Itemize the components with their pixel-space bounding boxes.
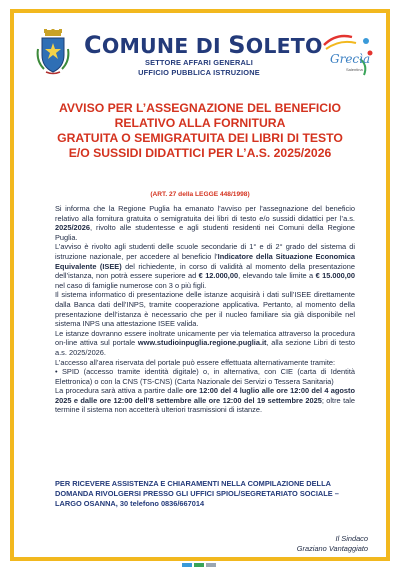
page-frame <box>10 9 390 561</box>
notice-heading <box>14 101 386 161</box>
paragraph-access: L’accesso all’area riservata del portale può essere effettuata alternativamente tramite: <box>55 357 336 367</box>
paragraph-isee: Il sistema informatico di presentazione delle istanze acquisirà i dati sull’ISEE direttamente dalla Banca dati dell’INPS, tramite cooperazione applicativa. Pertanto, al momento della presentazione dell’istanza è necessario che per il nucleo familiare sia già disponibile nel sistema INPS una attestazione ISEE valida. <box>55 290 355 329</box>
subtitle-settore: SETTORE AFFARI GENERALI <box>144 58 254 67</box>
paragraph-portal: Le istanze dovranno essere inoltrate unicamente per via telematica attraverso la procedura on-line attiva sul portale www.studioinpuglia.regione.puglia.it, alla sezione Libri di testo a.s. 2025/2026. <box>55 328 355 357</box>
heading-line-3: GRATUITA O SEMIGRATUITA DEI LIBRI DI TESTO <box>57 131 343 145</box>
subtitle-ufficio: UFFICIO PUBBLICA ISTRUZIONE <box>138 68 260 77</box>
law-reference: (ART. 27 della LEGGE 448/1998) <box>150 191 250 198</box>
assistance-info: PER RICEVERE ASSISTENZA E CHIARAMENTI NELLA COMPILAZIONE DELLA DOMANDA RIVOLGERSI PRESSO GLI UFFICI SPIOL/SEGRETARIATO SOCIALE – LARGO OSANNA, 30 telefono 0836/667014 <box>55 479 339 509</box>
signature-role: Il Sindaco <box>335 534 368 543</box>
heading-line-1: AVVISO PER L’ASSEGNAZIONE DEL BENEFICIO <box>59 101 341 115</box>
grecia-logo-subtext: Salentina <box>346 67 363 72</box>
signature-block <box>276 534 368 554</box>
title-block <box>84 31 323 78</box>
grecia-salentina-logo-icon <box>316 31 378 81</box>
comune-title: COMUNE DI SOLETO <box>84 31 323 59</box>
paragraph-dates: La procedura sarà attiva a partire dalle ore 12:00 del 4 luglio alle ore 12:00 del 4 agosto 2025 e dalle ore 12:00 dell’8 settembre alle ore 12:00 del 19 settembre 2025; oltre tale termine il sistema non accetterà ulteriori trasmissioni di istanze. <box>55 386 355 415</box>
signature-name: Graziano Vantaggiato <box>296 544 368 553</box>
coat-of-arms-icon <box>36 29 70 75</box>
header <box>14 25 386 95</box>
footer-logo-icon <box>182 561 218 569</box>
heading-line-4: E/O SUSSIDI DIDATTICI PER L’A.S. 2025/2026 <box>68 146 332 160</box>
heading-line-2: RELATIVO ALLA FORNITURA <box>114 116 286 130</box>
portal-link[interactable]: www.studioinpuglia.regione.puglia.it <box>137 338 267 348</box>
paragraph-intro: Si informa che la Regione Puglia ha emanato l’avviso per l’assegnazione del beneficio relativo alla fornitura gratuita o semigratuita dei libri di testo e/o sussidi didattici per l’a.s. 2025/2026, rivolto alle studentesse e agli studenti residenti nei Comuni della Regione Puglia. <box>55 204 355 242</box>
paragraph-eligibility: L’avviso è rivolto agli studenti delle scuole secondarie di 1° e di 2° grado del sistema di istruzione nazionale, per accedere al beneficio l’Indicatore della Situazione Economica Equivalente (ISEE) del richiedente, in corso di validità al momento della presentazione dell’istanza, non potrà essere superiore ad € 12.000,00, elevando tale limite a € 15.000,00 nel caso di famiglie numerose con 3 o più figli. <box>55 242 356 290</box>
grecia-logo-text: Grecìa <box>330 52 371 66</box>
paragraph-spid: • SPID (accesso tramite identità digitale) o, in alternativa, con CIE (carta di Identità Elettronica) o con la CNS (TS-CNS) (Carta Nazionale dei Servizi o Tessera Sanitaria) <box>55 367 355 386</box>
notice-body <box>55 204 355 415</box>
